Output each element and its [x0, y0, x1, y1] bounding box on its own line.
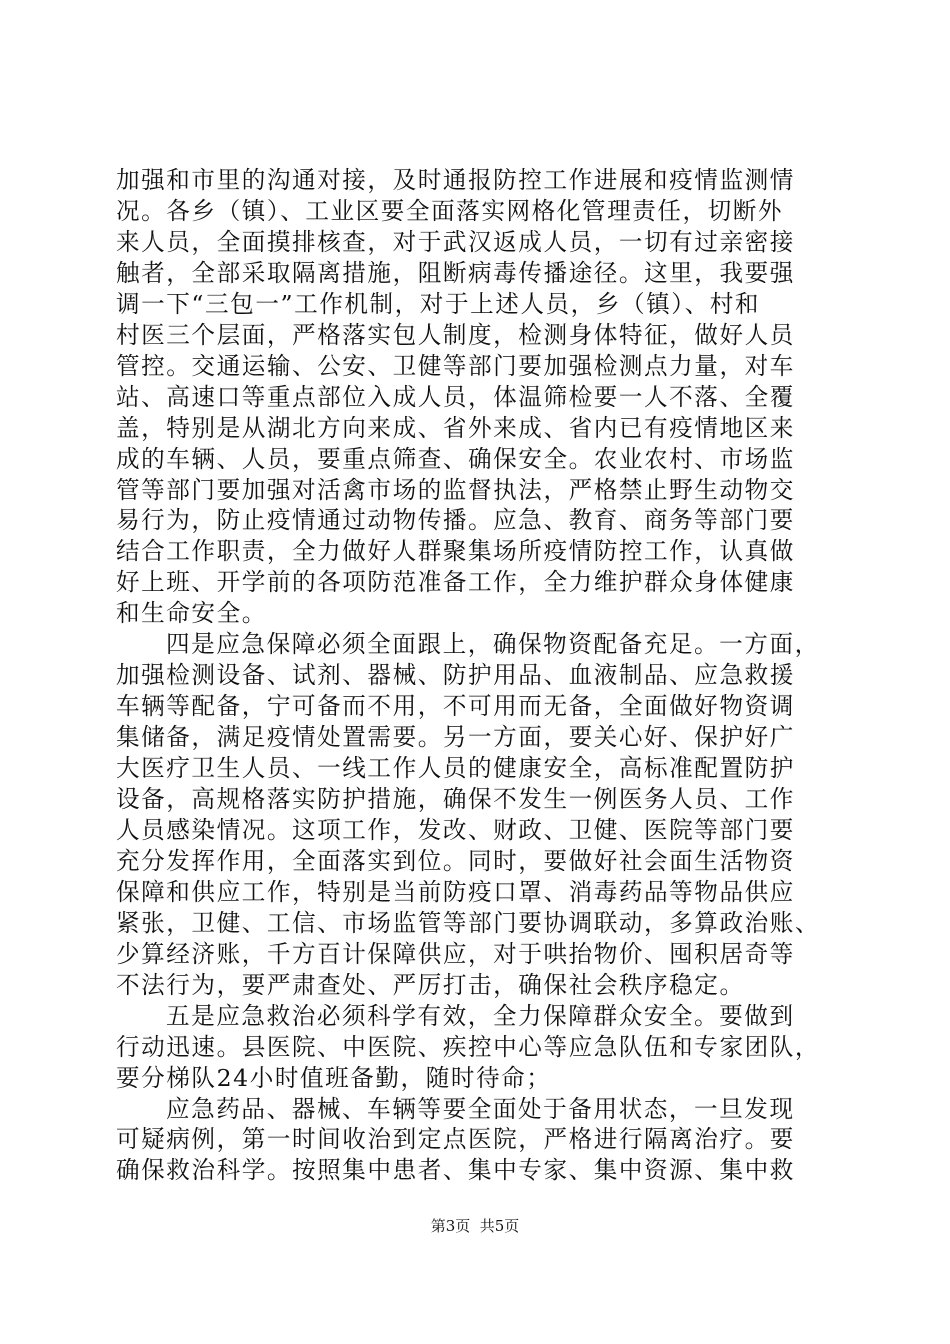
text-line: 集储备，满足疫情处置需要。另一方面，要关心好、保护好广: [116, 723, 795, 752]
text-line: 大医疗卫生人员、一线工作人员的健康安全，高标准配置防护: [116, 754, 795, 783]
text-line: 充分发挥作用，全面落实到位。同时，要做好社会面生活物资: [116, 846, 795, 875]
text-line: 村医三个层面，严格落实包人制度，检测身体特征，做好人员: [116, 320, 795, 349]
text-line: 四是应急保障必须全面跟上，确保物资配备充足。一方面，: [166, 630, 820, 659]
text-line: 行动迅速。县医院、中医院、疾控中心等应急队伍和专家团队，: [116, 1032, 821, 1061]
text-line: 要分梯队24小时值班备勤，随时待命；: [116, 1063, 552, 1092]
text-line: 成的车辆、人员，要重点筛查、确保安全。农业农村、市场监: [116, 444, 795, 473]
text-line: 车辆等配备，宁可备而不用，不可用而无备，全面做好物资调: [116, 692, 795, 721]
text-line: 紧张，卫健、工信、市场监管等部门要协调联动，多算政治账、: [116, 908, 821, 937]
text-line: 不法行为，要严肃查处、严厉打击，确保社会秩序稳定。: [116, 970, 745, 999]
text-line: 来人员，全面摸排核查，对于武汉返成人员，一切有过亲密接: [116, 227, 795, 256]
text-line: 五是应急救治必须科学有效，全力保障群众安全。要做到: [166, 1001, 795, 1030]
text-line: 管控。交通运输、公安、卫健等部门要加强检测点力量，对车: [116, 351, 795, 380]
text-line: 管等部门要加强对活禽市场的监督执法，严格禁止野生动物交: [116, 475, 795, 504]
text-line: 应急药品、器械、车辆等要全面处于备用状态，一旦发现: [166, 1094, 795, 1123]
text-line: 设备，高规格落实防护措施，确保不发生一例医务人员、工作: [116, 785, 795, 813]
text-line: 况。各乡（镇）、工业区要全面落实网格化管理责任，切断外: [116, 196, 784, 225]
page-footer: 第3页 共5页: [430, 1217, 520, 1235]
text-line: 加强和市里的沟通对接，及时通报防控工作进展和疫情监测情: [116, 166, 795, 194]
text-line: 确保救治科学。按照集中患者、集中专家、集中资源、集中救: [116, 1156, 795, 1185]
text-line: 好上班、开学前的各项防范准备工作，全力维护群众身体健康: [116, 568, 795, 597]
text-line: 结合工作职责，全力做好人群聚集场所疫情防控工作，认真做: [116, 537, 795, 566]
text-line: 可疑病例，第一时间收治到定点医院，严格进行隔离治疗。要: [116, 1125, 795, 1154]
text-line: 加强检测设备、试剂、器械、防护用品、血液制品、应急救援: [116, 661, 795, 690]
text-line: 调一下“三包一”工作机制，对于上述人员，乡（镇）、村和: [116, 289, 761, 318]
text-line: 保障和供应工作，特别是当前防疫口罩、消毒药品等物品供应: [116, 877, 795, 906]
text-line: 易行为，防止疫情通过动物传播。应急、教育、商务等部门要: [116, 506, 795, 535]
text-line: 少算经济账，千方百计保障供应，对于哄抬物价、囤积居奇等: [116, 939, 795, 968]
text-line: 站、高速口等重点部位入成人员，体温筛检要一人不落、全覆: [116, 382, 795, 411]
text-line: 和生命安全。: [116, 599, 267, 628]
text-line: 人员感染情况。这项工作，发改、财政、卫健、医院等部门要: [116, 815, 795, 844]
text-line: 盖，特别是从湖北方向来成、省外来成、省内已有疫情地区来: [116, 413, 795, 442]
text-line: 触者，全部采取隔离措施，阻断病毒传播途径。这里，我要强: [116, 258, 795, 287]
